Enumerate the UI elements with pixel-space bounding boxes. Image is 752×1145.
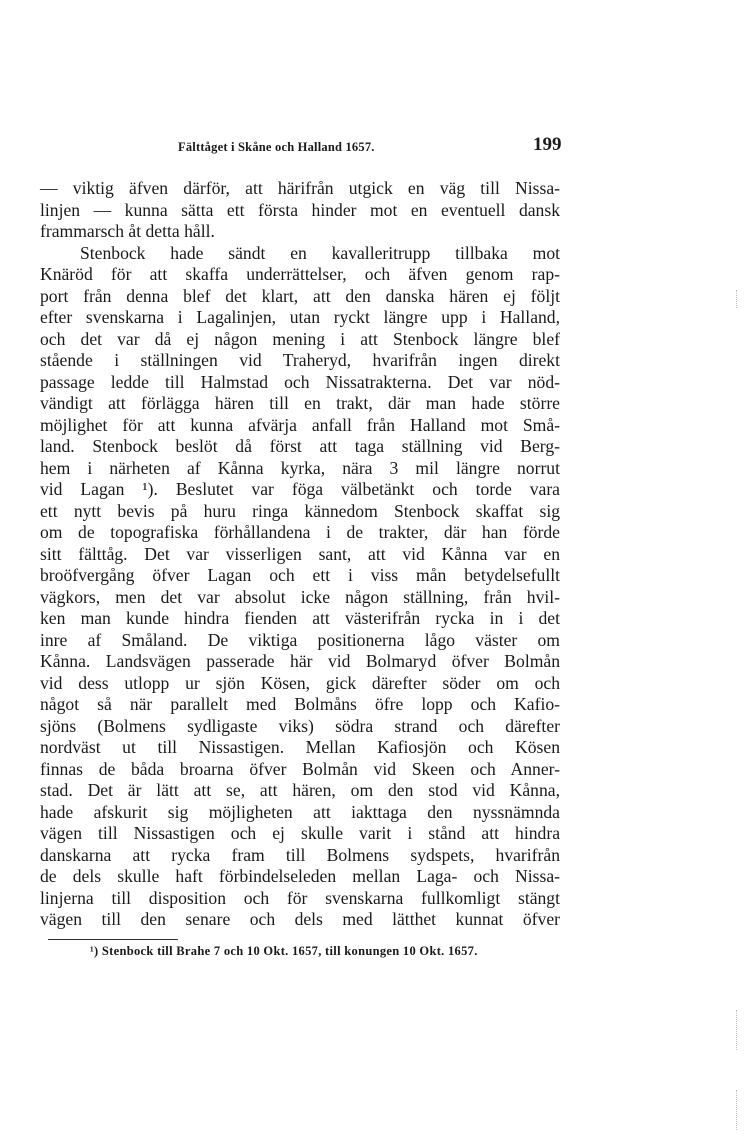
text-line: frammarsch åt detta håll. [40, 221, 215, 241]
text-line: inre af Småland. De viktiga positionerna lågo väster om [40, 629, 560, 650]
page-number: 199 [533, 134, 562, 155]
text-line: vägen till Nissastigen och ej skulle varit i stånd att hindra [40, 823, 560, 843]
text-line: de dels skulle haft förbindelseleden mellan Laga- och Nissa- [40, 866, 560, 886]
footnote: ¹) Stenbock till Brahe 7 och 10 Okt. 1657, till konungen 10 Okt. 1657. [90, 944, 478, 958]
text-line: stående i ställningen vid Traheryd, hvarifrån ingen direkt [40, 350, 560, 370]
book-page [40, 0, 560, 1145]
text-line: broöfvergång öfver Lagan och ett i viss mån betydelsefullt [40, 565, 560, 585]
scan-edge-mark [736, 1010, 739, 1050]
text-line: och det var då ej någon mening i att Stenbock längre blef [40, 328, 560, 349]
text-line: danskarna att rycka fram till Bolmens sydspets, hvarifrån [40, 844, 560, 865]
text-line: linjen — kunna sätta ett första hinder mot en eventuell dansk [40, 199, 560, 220]
running-title: Fälttåget i Skåne och Halland 1657. [178, 140, 375, 154]
text-line: något så när parallelt med Bolmåns öfre lopp och Kafio- [40, 694, 560, 714]
text-line: om de topografiska förhållandena i de trakter, där han förde [40, 522, 560, 542]
text-line: ett nytt bevis på huru ringa kännedom Stenbock skaffat sig [40, 500, 560, 521]
text-line: Stenbock hade sändt en kavalleritrupp tillbaka mot [80, 242, 560, 263]
text-line: vägen till den senare och dels med lätthet kunnat öfver [40, 909, 560, 929]
text-line: hem i närheten af Kånna kyrka, nära 3 mil längre norrut [40, 457, 560, 478]
text-line: Knäröd för att skaffa underrättelser, och äfven genom rap- [40, 264, 560, 284]
text-line: ken man kunde hindra fienden att västerifrån rycka in i det [40, 608, 560, 628]
text-line: Kånna. Landsvägen passerade här vid Bolmaryd öfver Bolmån [40, 651, 560, 671]
footnote-divider [48, 939, 178, 940]
text-line: möjlighet för att kunna afvärja anfall från Halland mot Små- [40, 414, 560, 435]
text-line: — viktig äfven därför, att härifrån utgick en väg till Nissa- [40, 178, 560, 198]
text-line: land. Stenbock beslöt då först att taga ställning vid Berg- [40, 436, 560, 456]
text-line: sjöns (Bolmens sydligaste viks) södra strand och därefter [40, 715, 560, 736]
scan-edge-mark [736, 1090, 739, 1130]
text-line: linjerna till disposition och för svenskarna fullkomligt stängt [40, 887, 560, 908]
text-line: efter svenskarna i Lagalinjen, utan ryckt längre upp i Halland, [40, 307, 560, 327]
text-line: vid Lagan ¹). Beslutet var föga välbetänkt och torde vara [40, 479, 560, 499]
scan-edge-mark [736, 290, 739, 308]
text-line: passage ledde till Halmstad och Nissatrakterna. Det var nöd- [40, 371, 560, 392]
body-text [40, 178, 560, 931]
text-line: nordväst ut till Nissastigen. Mellan Kafiosjön och Kösen [40, 737, 560, 757]
text-line: port från denna blef det klart, att den danska hären ej följt [40, 285, 560, 306]
text-line: hade afskurit sig möjligheten att iakttaga den nyssnämnda [40, 801, 560, 822]
text-line: vid dess utlopp ur sjön Kösen, gick därefter söder om och [40, 672, 560, 693]
text-line: sitt fälttåg. Det var visserligen sant, att vid Kånna var en [40, 543, 560, 564]
text-line: vändigt att förlägga hären till en trakt, där man hade större [40, 393, 560, 413]
text-line: vägkors, men det var absolut icke någon ställning, från hvil- [40, 586, 560, 607]
text-line: stad. Det är lätt att se, att hären, om den stod vid Kånna, [40, 780, 560, 800]
text-line: finnas de båda broarna öfver Bolmån vid Skeen och Anner- [40, 758, 560, 779]
